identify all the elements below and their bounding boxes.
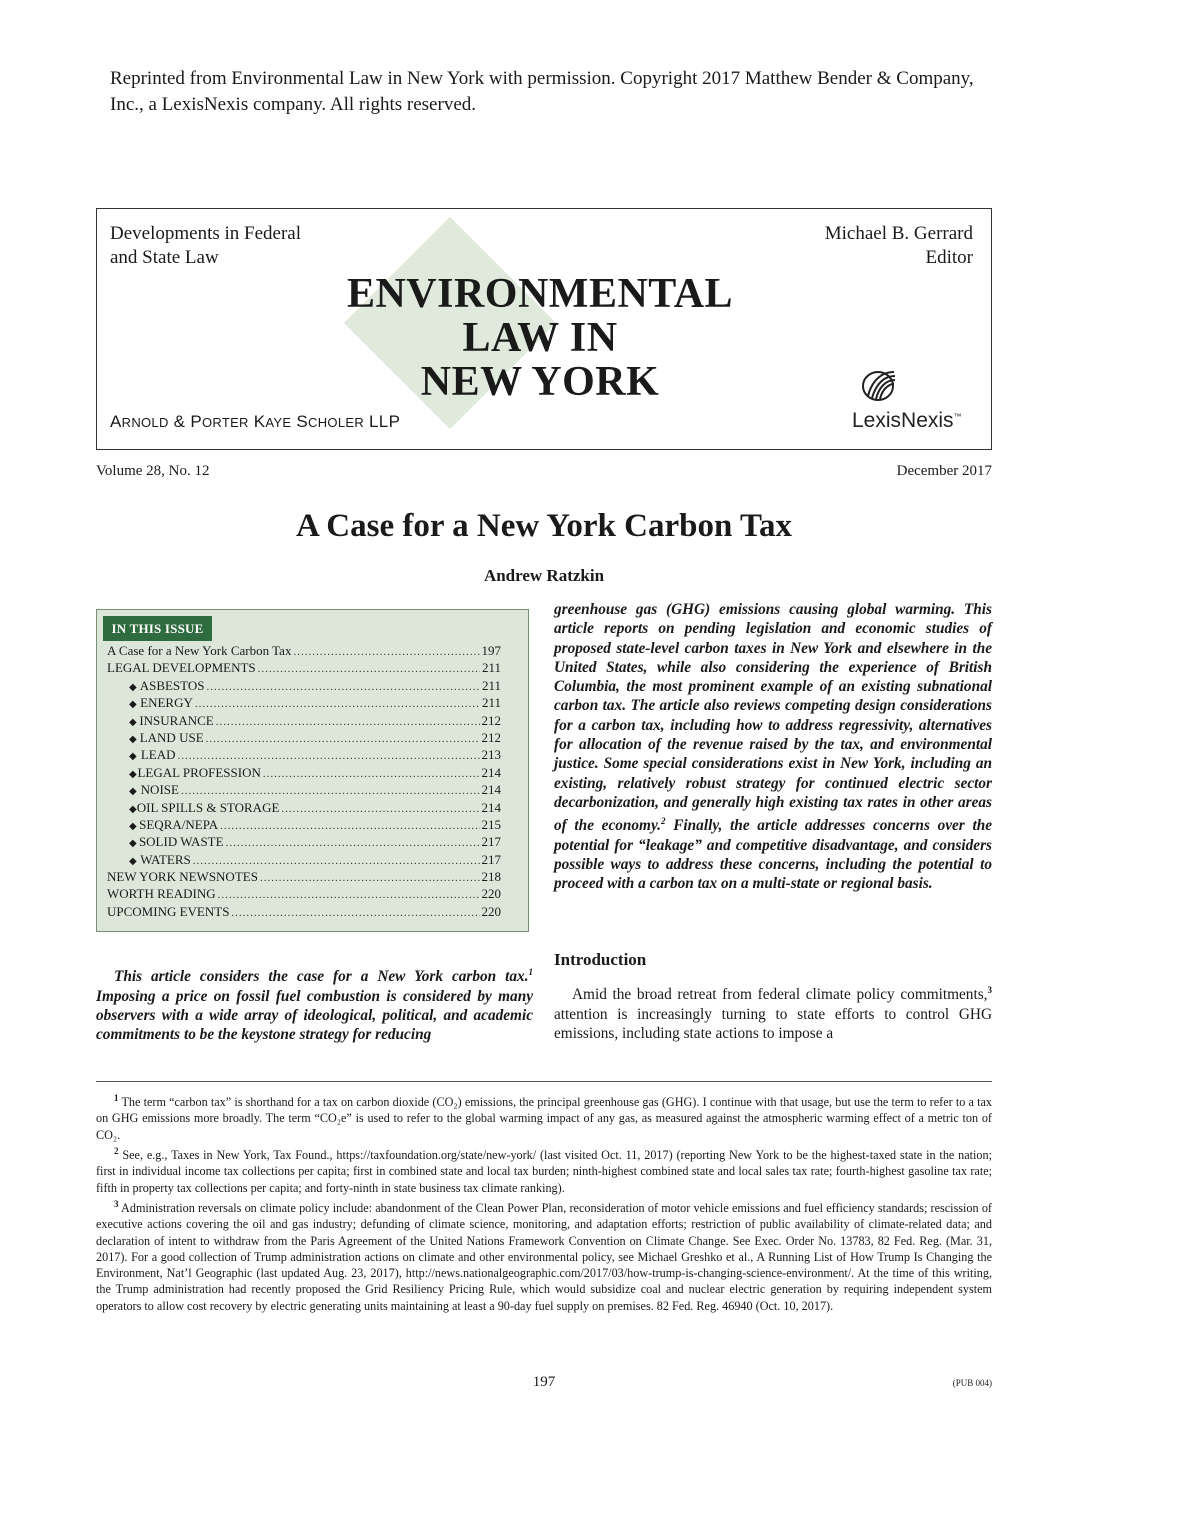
toc-entry-label: LEGAL DEVELOPMENTS — [107, 660, 256, 676]
abstract-text: greenhouse gas (GHG) emissions causing global warming. This article reports on pending legislation and economic studies of proposed state-level carbon taxes in New York and elsewhere in the United States, while also considering the experience of British Columbia, the most prominent example of an existing subnational carbon tax. The article also reviews competing design considerations for a carbon tax, including how to address regressivity, alternatives for allocation of the revenue raised by the tax, and environmental justice. Some special considerations exist in New York, including an existing, relatively robust strategy for continued electric sector decarbonization, and generally high existing tax rates in other areas of the economy. — [554, 601, 992, 835]
issue-volume: Volume 28, No. 12 — [96, 463, 210, 479]
in-this-issue-box — [96, 609, 529, 932]
toc-entry-page: 211 — [481, 677, 501, 693]
toc-entry-label: A Case for a New York Carbon Tax — [107, 643, 292, 658]
toc-entry-page: 197 — [481, 643, 501, 658]
footnote-ref[interactable]: 2 — [661, 816, 666, 827]
article-title: A Case for a New York Carbon Tax — [296, 508, 792, 544]
journal-title-line2: LAW IN — [462, 315, 618, 361]
footnote — [96, 1196, 992, 1314]
footnote-ref[interactable]: 1 — [528, 967, 533, 977]
diamond-bullet-icon: ◆ — [129, 733, 137, 745]
firm-part: LLP — [364, 412, 401, 431]
toc-entry-page: 214 — [481, 782, 501, 798]
footnote-text: Administration reversals on climate policy include: abandonment of the Clean Power Plan, reconsideration of motor vehicle emissions and fuel efficiency standards; rescission of executive actions covering the oil and gas industry; defunding of climate science, monitoring, and adaptation efforts; restriction of public availability of climate-related data; and declaration of intent to withdraw from the Paris Agreement of the United Nations Framework Convention on Climate Change. See Exec. Order No. 13783, 82 Fed. Reg. (Mar. 31, 2017). For a good collection of Trump administration actions on climate and other environmental policy, see Michael Greshko et al., A Running List of How Trump Is Changing the Environment, Nat’l Geographic (last updated Aug. 23, 2017), http://news.nationalgeographic.com/2017/03/how-trump-is-changing-science-environment/. At the time of this writing, the Trump administration had recently proposed the Grid Resiliency Pricing Rule, which would subsidize coal and nuclear electric generation by requiring independent system operators to allow cost recovery by electric generating units maintaining at least a 90-day fuel supply on premises. 82 Fed. Reg. 46940 (Oct. 10, 2017). — [96, 1200, 992, 1313]
toc-leader-dots — [177, 748, 479, 763]
toc-entry-page: 220 — [481, 886, 501, 902]
firm-part: K — [248, 412, 266, 431]
toc-entry-label: ASBESTOS — [139, 677, 205, 693]
introduction-heading: Introduction — [554, 950, 647, 969]
footnote-number: 1 — [114, 1093, 119, 1103]
masthead-editor — [825, 222, 973, 270]
toc-leader-dots — [260, 870, 480, 885]
pub-code: (PUB 004) — [952, 1378, 992, 1388]
journal-title-line3: NEW YORK — [420, 359, 660, 405]
firm-part: ORTER — [201, 415, 249, 430]
lexisnexis-logo-icon — [860, 366, 900, 409]
toc-entry-label: LAND USE — [139, 729, 204, 745]
toc-entry-label: LEGAL PROFESSION — [137, 764, 261, 780]
toc-entry-page: 213 — [481, 747, 501, 763]
toc-entry-label: WATERS — [140, 851, 191, 867]
toc-entry-page: 212 — [481, 712, 501, 728]
toc-entry-page: 217 — [481, 851, 501, 867]
page-number: 197 — [532, 1374, 556, 1390]
law-firm-name — [110, 412, 400, 432]
footnote — [96, 1090, 992, 1143]
toc-list — [107, 642, 501, 920]
intro-text-tail: attention is increasingly turning to state efforts to control GHG emissions, including state actions to impose a — [554, 1005, 992, 1043]
toc-entry[interactable] — [107, 746, 501, 763]
footnote — [96, 1143, 992, 1196]
toc-entry-label: SEQRA/NEPA — [139, 816, 219, 832]
toc-leader-dots — [281, 801, 479, 816]
toc-leader-dots — [220, 818, 479, 833]
abstract-text-tail: Finally, the article addresses concerns over the potential for “leakage” and competitive disadvantage, and considers possible ways to address these concerns, including the potential to proceed with a carbon tax on a multi-state or regional basis. — [554, 817, 993, 893]
toc-entry[interactable] — [107, 712, 501, 729]
diamond-bullet-icon: ◆ — [129, 751, 137, 763]
diamond-bullet-icon: ◆ — [129, 716, 137, 728]
firm-part: & — [168, 412, 191, 431]
lexisnexis-wordmark — [852, 409, 962, 433]
toc-entry[interactable] — [107, 642, 501, 659]
firm-part: CHOLER — [308, 415, 365, 430]
toc-entry-page: 211 — [481, 660, 501, 676]
toc-entry-label: SOLID WASTE — [138, 834, 224, 850]
toc-entry[interactable] — [107, 851, 501, 868]
abstract-opening: This article considers the case for a New York carbon tax. — [114, 968, 529, 986]
toc-entry[interactable] — [107, 833, 501, 850]
toc-entry-page: 217 — [481, 834, 501, 850]
footnotes — [96, 1090, 992, 1314]
trademark-symbol: ™ — [953, 412, 962, 421]
toc-entry[interactable] — [107, 729, 501, 746]
article-author: Andrew Ratzkin — [483, 566, 605, 585]
firm-part: AYE — [265, 415, 292, 430]
masthead-subtitle — [110, 222, 301, 270]
toc-leader-dots — [218, 887, 480, 902]
toc-entry-label: NOISE — [140, 782, 179, 798]
toc-entry-page: 211 — [481, 695, 501, 711]
toc-entry[interactable] — [107, 903, 501, 920]
journal-title — [290, 272, 790, 404]
masthead-subtitle-line1: Developments in Federal — [110, 223, 302, 244]
firm-part: S — [291, 412, 309, 431]
toc-entry[interactable] — [107, 868, 501, 885]
publisher-name: LexisNexis — [852, 409, 954, 432]
reprint-notice: Reprinted from Environmental Law in New York with permission. Copyright 2017 Matthew Bender & Company, Inc., a LexisNexis company. All rights reserved. — [110, 68, 974, 115]
toc-leader-dots — [193, 853, 480, 868]
toc-entry-label: ENERGY — [140, 695, 193, 711]
masthead-subtitle-line2: and State Law — [110, 247, 219, 268]
diamond-bullet-icon: ◆ — [129, 786, 137, 798]
toc-leader-dots — [195, 696, 480, 711]
firm-part: A — [110, 412, 122, 431]
toc-entry-page: 215 — [481, 816, 501, 832]
toc-entry-page: 220 — [481, 903, 501, 919]
abstract-opening-tail: Imposing a price on fossil fuel combustion is considered by many observers with a wide array of ideological, political, and academic commitments to be the keystone strategy for reducing — [96, 987, 533, 1044]
editor-role: Editor — [925, 247, 973, 268]
abstract-left-column — [96, 963, 533, 1045]
toc-entry[interactable] — [107, 764, 501, 781]
toc-entry-page: 218 — [481, 869, 501, 885]
toc-entry[interactable] — [107, 659, 501, 676]
footnote-ref[interactable]: 3 — [987, 985, 992, 995]
diamond-bullet-icon: ◆ — [129, 768, 137, 780]
toc-leader-dots — [293, 644, 479, 659]
toc-leader-dots — [231, 905, 479, 920]
toc-entry-page: 214 — [481, 799, 501, 815]
introduction-paragraph — [554, 981, 992, 1044]
toc-entry[interactable] — [107, 781, 501, 798]
toc-leader-dots — [181, 783, 480, 798]
diamond-bullet-icon: ◆ — [129, 681, 137, 693]
diamond-bullet-icon: ◆ — [129, 838, 137, 850]
toc-leader-dots — [226, 835, 480, 850]
toc-entry-label: WORTH READING — [107, 886, 216, 902]
toc-entry[interactable] — [107, 799, 501, 816]
firm-part: P — [190, 412, 202, 431]
footnote-text: See, e.g., Taxes in New York, Tax Found., https://taxfoundation.org/state/new-york/ (last visited Oct. 11, 2017) (reporting New York to be the highest-taxed state in the nation; first in individual income tax collections per capita; first in combined state and local tax burden; ninth-highest combined state and local sales tax rate; fourth-highest gasoline tax rate; fifth in property tax collections per capita; and forty-ninth in state business tax climate ranking). — [96, 1148, 993, 1195]
footnote-number: 2 — [114, 1145, 119, 1156]
toc-leader-dots — [207, 679, 480, 694]
toc-leader-dots — [263, 766, 480, 781]
toc-entry[interactable] — [107, 694, 501, 711]
footnote-number: 3 — [114, 1198, 119, 1209]
toc-entry-label: INSURANCE — [139, 712, 214, 728]
firm-part: RNOLD — [121, 415, 169, 430]
intro-text: Amid the broad retreat from federal climate policy commitments, — [572, 986, 988, 1004]
footnote-text: The term “carbon tax” is shorthand for a tax on carbon dioxide (CO₂) emissions, the principal greenhouse gas (GHG). I continue with that usage, but use the term to refer to a tax on GHG emissions more broadly. The term “CO₂e” is used to refer to the global warming impact of any gas, as measured against the atmospheric warming effect of a metric ton of CO₂. — [96, 1095, 992, 1142]
abstract-right-column — [554, 600, 992, 894]
toc-entry-label: NEW YORK NEWSNOTES — [107, 869, 258, 885]
toc-leader-dots — [258, 661, 480, 676]
journal-title-line1: ENVIRONMENTAL — [346, 271, 734, 317]
toc-leader-dots — [206, 731, 480, 746]
diamond-bullet-icon: ◆ — [129, 803, 137, 815]
toc-entry-label: UPCOMING EVENTS — [107, 903, 230, 919]
toc-entry-page: 214 — [481, 764, 501, 780]
toc-entry[interactable] — [107, 816, 501, 833]
toc-heading: IN THIS ISSUE — [103, 616, 212, 641]
footnote-divider — [96, 1081, 992, 1082]
diamond-bullet-icon: ◆ — [129, 820, 137, 832]
toc-entry-label: LEAD — [140, 747, 176, 763]
issue-date: December 2017 — [896, 463, 992, 479]
diamond-bullet-icon: ◆ — [129, 699, 137, 711]
toc-leader-dots — [216, 714, 480, 729]
toc-entry-page: 212 — [481, 729, 501, 745]
editor-name: Michael B. Gerrard — [824, 223, 973, 244]
toc-entry[interactable] — [107, 677, 501, 694]
toc-entry[interactable] — [107, 885, 501, 902]
toc-entry-label: OIL SPILLS & STORAGE — [136, 799, 280, 815]
diamond-bullet-icon: ◆ — [129, 855, 137, 867]
